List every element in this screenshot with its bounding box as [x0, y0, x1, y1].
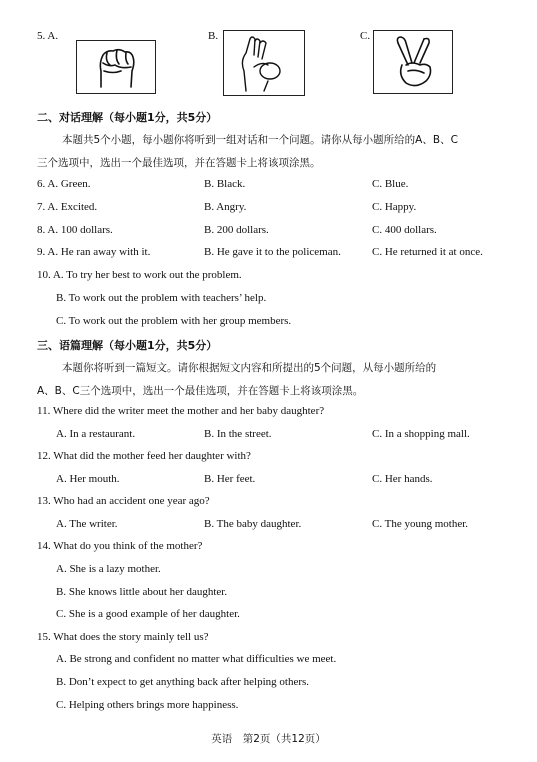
q6-option-a: 6. A. Green. [37, 178, 91, 190]
q9-option-b: B. He gave it to the policeman. [204, 246, 341, 258]
section2-title: 二、对话理解（每小题1分，共5分） [37, 111, 218, 124]
q9-option-a: 9. A. He ran away with it. [37, 246, 151, 258]
section3-instruction-line2: A、B、C三个选项中，选出一个最佳选项，并在答题卡上将该项涂黑。 [37, 385, 364, 397]
q12-option-c: C. Her hands. [372, 473, 433, 485]
q12-option-a: A. Her mouth. [56, 473, 120, 485]
q6-option-c: C. Blue. [372, 178, 409, 190]
q13-stem: 13. Who had an accident one year ago? [37, 495, 210, 507]
q6-option-b: B. Black. [204, 178, 246, 190]
q13-option-a: A. The writer. [56, 518, 118, 530]
q5-option-c [360, 30, 370, 42]
q9-option-c: C. He returned it at once. [372, 246, 483, 258]
q5-option-b [208, 30, 218, 42]
section2-instruction-line1: 本题共5个小题，每小题你将听到一组对话和一个问题。请你从每小题所给的A、B、C [62, 134, 458, 146]
q7-option-b: B. Angry. [204, 201, 247, 213]
q14-option-a: A. She is a lazy mother. [56, 563, 161, 575]
q5-option-b-letter: B. [208, 30, 219, 42]
q15-stem: 15. What does the story mainly tell us? [37, 631, 209, 643]
q12-stem: 12. What did the mother feed her daughter with? [37, 450, 251, 462]
section3-title: 三、语篇理解（每小题1分，共5分） [37, 339, 218, 352]
ok-hand-icon [223, 30, 305, 96]
q8-option-c: C. 400 dollars. [372, 224, 437, 236]
q5-number: 5. [37, 30, 46, 42]
fist-hand-icon [76, 40, 156, 94]
q14-option-c: C. She is a good example of her daughter. [56, 608, 240, 620]
page-footer: 英语 第2页（共12页） [211, 733, 326, 745]
section3-instruction-line1: 本题你将听到一篇短文。请你根据短文内容和所提出的5个问题，从每小题所给的 [62, 362, 437, 374]
q10-option-b: B. To work out the problem with teachers’ help. [56, 292, 267, 304]
q14-stem: 14. What do you think of the mother? [37, 540, 203, 552]
q5-option-a [37, 30, 58, 42]
q8-option-a: 8. A. 100 dollars. [37, 224, 113, 236]
section2-instruction-line2: 三个选项中，选出一个最佳选项，并在答题卡上将该项涂黑。 [37, 157, 321, 169]
victory-hand-icon [373, 30, 453, 94]
q13-option-b: B. The baby daughter. [204, 518, 302, 530]
q15-option-c: C. Helping others brings more happiness. [56, 699, 239, 711]
q10-option-c: C. To work out the problem with her group members. [56, 315, 292, 327]
q8-option-b: B. 200 dollars. [204, 224, 269, 236]
q11-option-c: C. In a shopping mall. [372, 428, 470, 440]
q14-option-b: B. She knows little about her daughter. [56, 586, 228, 598]
q11-stem: 11. Where did the writer meet the mother and her baby daughter? [37, 405, 325, 417]
q11-option-a: A. In a restaurant. [56, 428, 136, 440]
q7-option-a: 7. A. Excited. [37, 201, 98, 213]
q10-option-a: 10. A. To try her best to work out the problem. [37, 269, 242, 281]
q15-option-b: B. Don’t expect to get anything back after helping others. [56, 676, 310, 688]
q5-option-c-letter: C. [360, 30, 371, 42]
q13-option-c: C. The young mother. [372, 518, 469, 530]
q11-option-b: B. In the street. [204, 428, 272, 440]
q5-option-a-letter: A. [47, 30, 59, 42]
q12-option-b: B. Her feet. [204, 473, 256, 485]
q7-option-c: C. Happy. [372, 201, 417, 213]
q15-option-a: A. Be strong and confident no matter what difficulties we meet. [56, 653, 337, 665]
